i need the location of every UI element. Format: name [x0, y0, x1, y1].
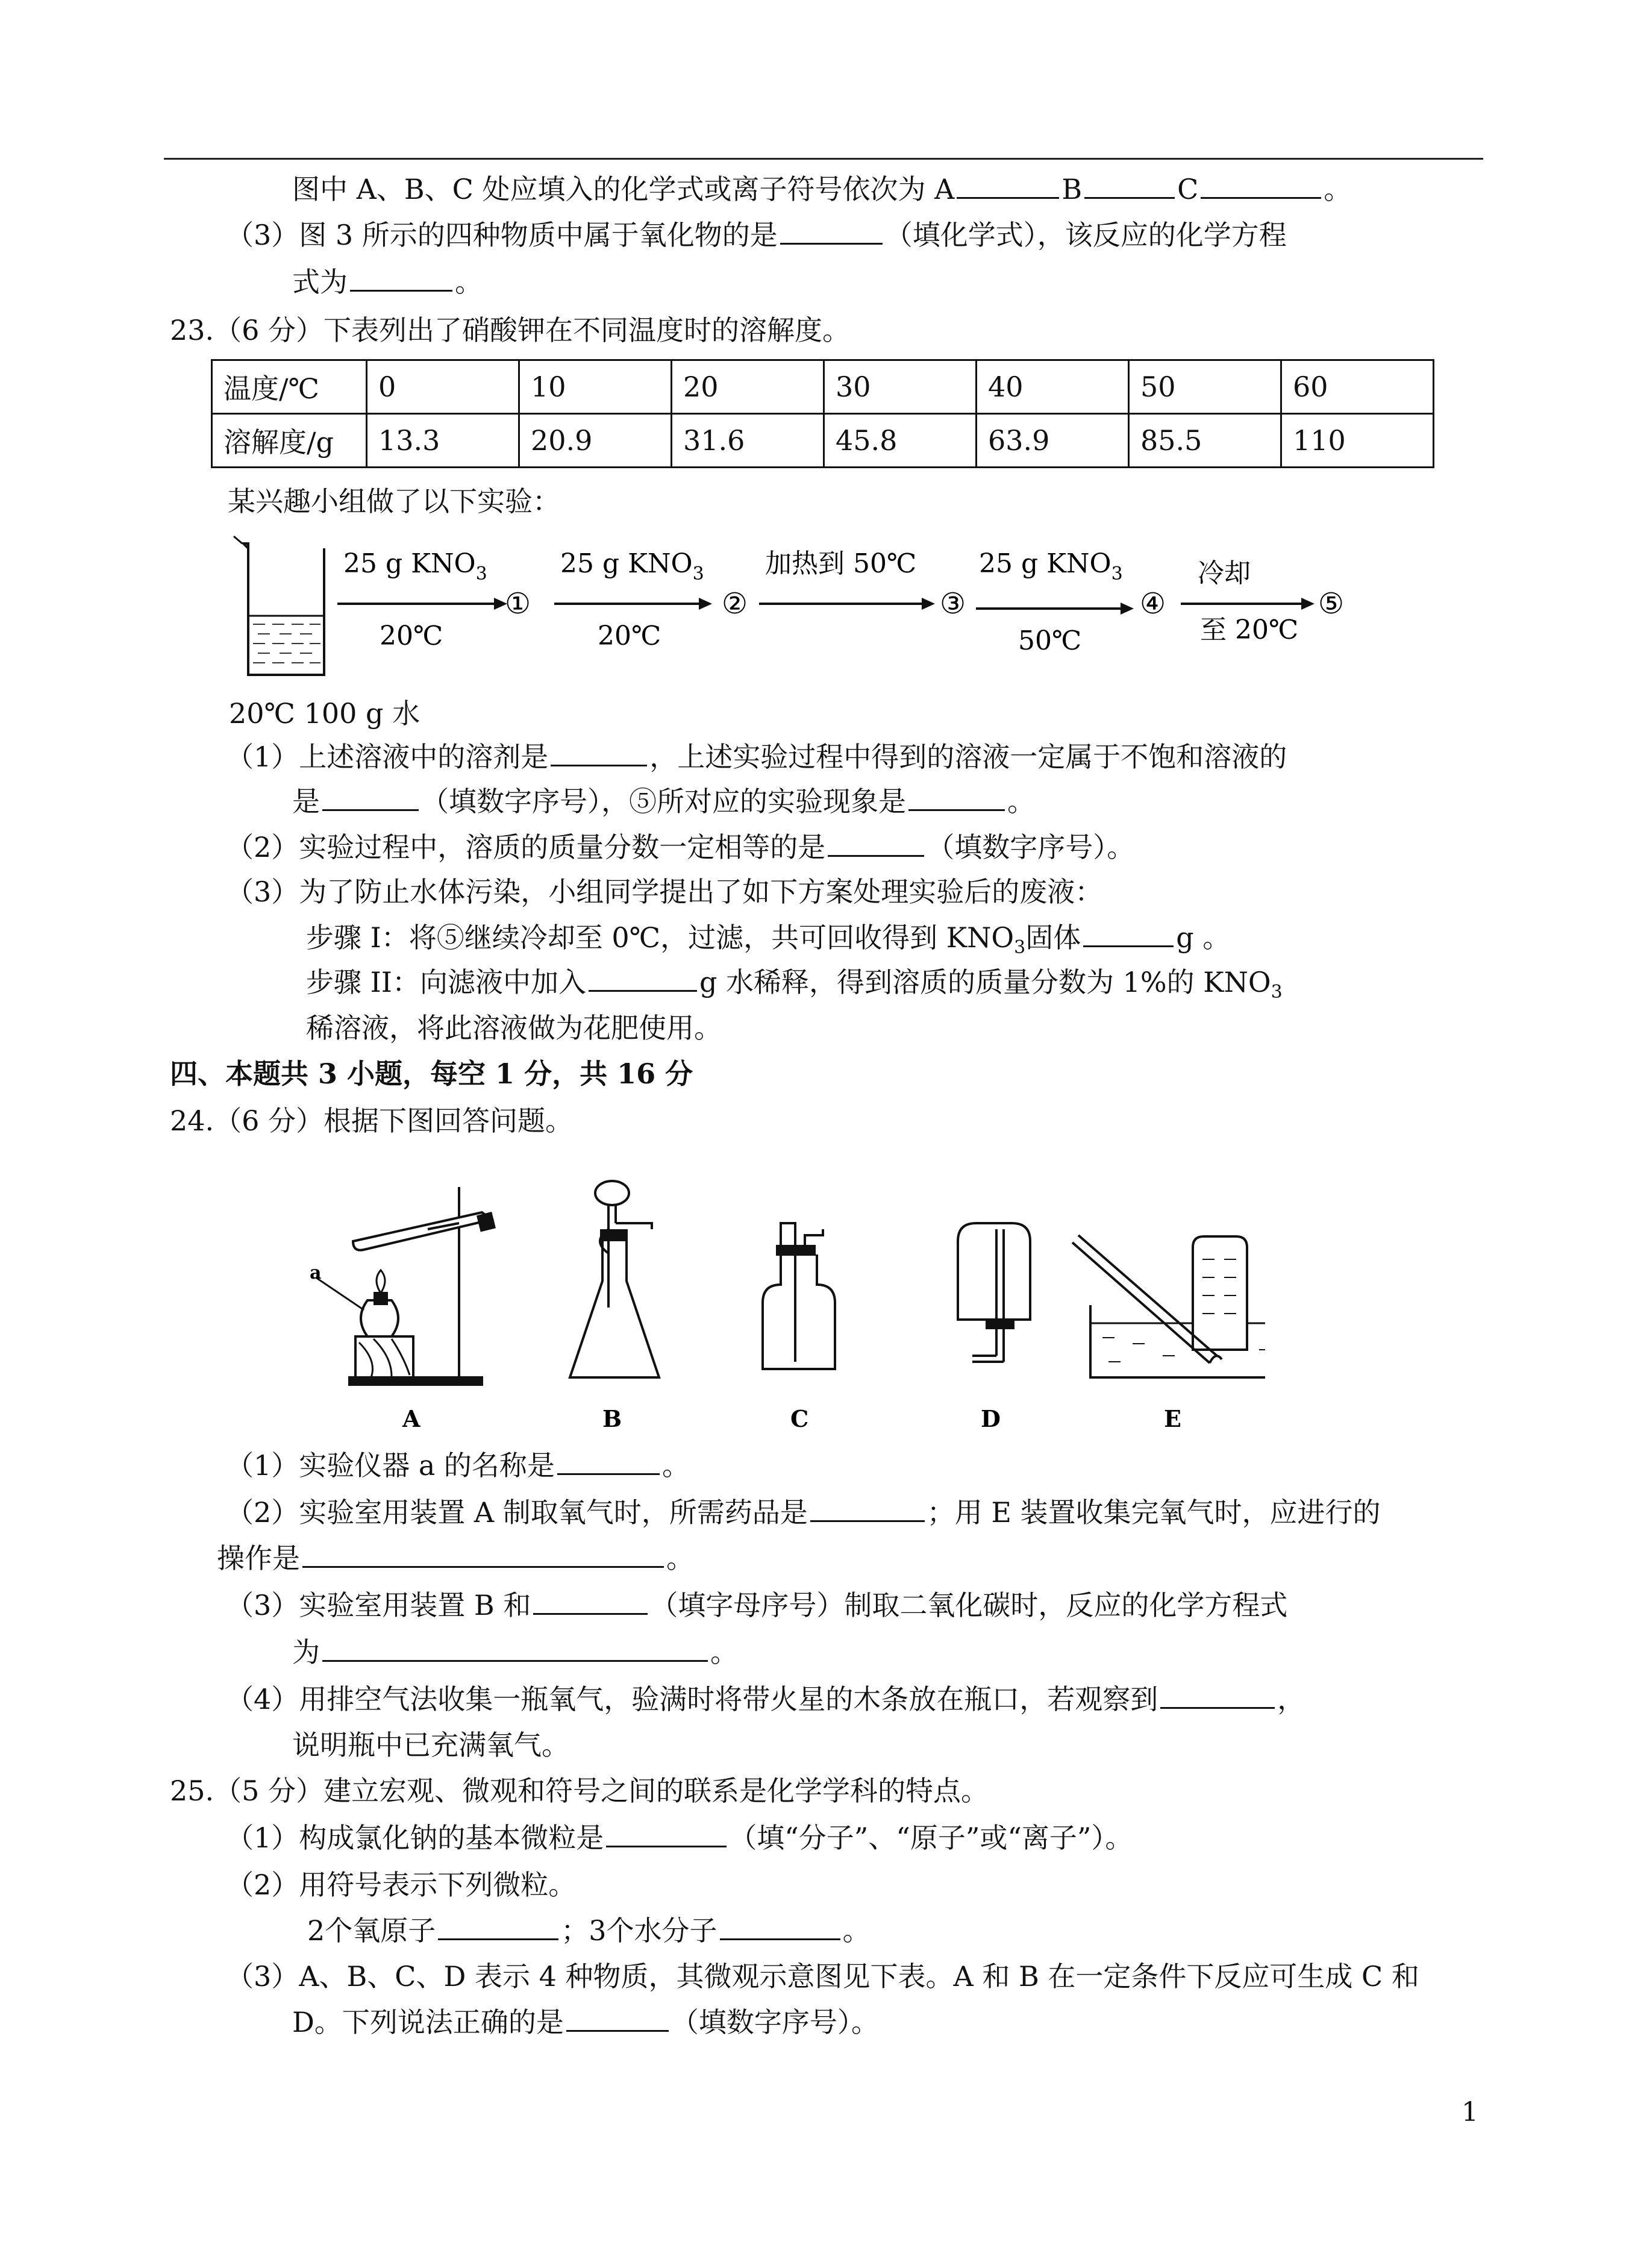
table-cell: 30 — [824, 360, 977, 414]
q25-p2-text-b: ；3个水分子 — [561, 1914, 717, 1947]
table-cell: 20.9 — [519, 414, 672, 468]
q25-part1 — [226, 1820, 1133, 1856]
table-header-solubility: 溶解度/g — [212, 414, 367, 468]
q22-line-abc — [292, 171, 1351, 207]
beaker-icon — [234, 536, 324, 675]
apparatus-a-icon — [316, 1187, 495, 1385]
q24-p2-text-d: 。 — [666, 1542, 694, 1574]
q23-step1-text-b: 固体 — [1025, 921, 1081, 954]
q25-part2: （2）用符号表示下列微粒。 — [226, 1869, 577, 1901]
q23-step1-sub: 3 — [1014, 937, 1026, 959]
blank-phenomenon[interactable] — [908, 785, 1005, 811]
table-cell: 31.6 — [672, 414, 824, 468]
q24-title: 24.（6 分）根据下图回答问题。 — [170, 1104, 574, 1137]
q25-p1-text-b: （填“分子”、“原子”或“离子”）。 — [729, 1822, 1133, 1854]
apparatus-d-label: D — [981, 1405, 1001, 1432]
instrument-a-label: a — [310, 1262, 322, 1283]
blank-collector[interactable] — [533, 1589, 648, 1615]
q25-part3-line1: （3）A、B、C、D 表示 4 种物质，其微观示意图见下表。A 和 B 在一定条件下反应可生成 C 和 — [226, 1960, 1419, 1993]
q23-step1-text-a: 步骤 I：将⑤继续冷却至 0℃，过滤，共可回收得到 KNO — [306, 921, 1014, 954]
q22-line-a-text: 图中 A、B、C 处应填入的化学式或离子符号依次为 A — [292, 173, 955, 205]
table-row — [212, 360, 1434, 414]
page-number: 1 — [1461, 2097, 1478, 2128]
table-cell: 50 — [1129, 360, 1281, 414]
q24-part1 — [226, 1447, 690, 1483]
q23-part3-title: （3）为了防止水体污染，小组同学提出了如下方案处理实验后的废液： — [226, 876, 1103, 908]
blank-a[interactable] — [957, 173, 1059, 199]
q24-p1-text-a: （1）实验仪器 a 的名称是 — [226, 1449, 555, 1482]
blank-operation[interactable] — [302, 1542, 664, 1568]
beaker-label: 20℃ 100 g 水 — [229, 697, 420, 730]
q23-step1 — [306, 919, 1230, 966]
q24-p4-text-a: （4）用排空气法收集一瓶氧气，验满时将带火星的木条放在瓶口，若观察到 — [226, 1683, 1158, 1715]
q22-line-end: 。 — [1324, 173, 1352, 205]
apparatus-e-label: E — [1164, 1405, 1181, 1432]
q23-step1-text-c: g 。 — [1176, 921, 1231, 954]
table-cell: 20 — [672, 360, 824, 414]
q23-p1-text-e: 。 — [1007, 785, 1035, 818]
q24-part2-line1 — [226, 1494, 1381, 1530]
q23-title: 23.（6 分）下表列出了硝酸钾在不同温度时的溶解度。 — [170, 314, 851, 346]
q23-p1-text-b: ，上述实验过程中得到的溶液一定属于不饱和溶液的 — [649, 741, 1287, 773]
table-cell: 110 — [1281, 414, 1434, 468]
blank-c[interactable] — [1201, 173, 1321, 199]
table-cell: 0 — [367, 360, 519, 414]
header-rule — [164, 158, 1483, 160]
q23-p1-text-c: 是 — [292, 785, 320, 818]
arrow-2 — [554, 548, 712, 651]
solution-5-label: ⑤ — [1318, 587, 1345, 621]
blank-recovered-mass[interactable] — [1083, 921, 1174, 947]
q23-intro: 某兴趣小组做了以下实验： — [228, 485, 560, 518]
arrow-4-bottom: 50℃ — [1018, 625, 1082, 656]
arrow-5-top: 冷却 — [1198, 558, 1251, 589]
solubility-table — [211, 359, 1434, 468]
experiment-flow-diagram — [229, 530, 1374, 687]
q22-p3-text-b: （填化学式），该反应的化学方程 — [884, 219, 1287, 251]
q22-part3-line2 — [292, 264, 483, 300]
section-heading: 四、本题共 3 小题，每空 1 分，共 16 分 — [170, 1057, 693, 1090]
arrow-4-top: 25 g $KNO_3$ — [979, 548, 1123, 584]
q25-part3-line2 — [292, 2004, 879, 2040]
q24-p4-text-b: ， — [1277, 1683, 1305, 1715]
table-header-temp: 温度/℃ — [212, 360, 367, 414]
blank-observation[interactable] — [1160, 1683, 1275, 1709]
q24-part3-line2 — [292, 1634, 738, 1670]
q23-step2-line2: 稀溶液，将此溶液做为花肥使用。 — [306, 1012, 722, 1044]
apparatus-d-icon — [958, 1223, 1030, 1362]
blank-water-mass[interactable] — [589, 966, 697, 992]
q24-part4-line1 — [226, 1681, 1305, 1717]
solution-3-label: ③ — [940, 587, 966, 621]
blank-oxide[interactable] — [780, 219, 883, 245]
q23-step2-sub: 3 — [1271, 982, 1283, 1003]
q23-p1-text-d: （填数字序号），⑤所对应的实验现象是 — [421, 785, 906, 818]
solution-2-label: ② — [722, 587, 748, 621]
table-cell: 63.9 — [977, 414, 1129, 468]
q23-part2 — [226, 829, 1134, 865]
q23-step2-text-b: g 水稀释，得到溶质的质量分数为 1%的 KNO — [699, 966, 1271, 998]
q24-p3-text-a: （3）实验室用装置 B 和 — [226, 1589, 531, 1621]
table-cell: 10 — [519, 360, 672, 414]
blank-reagent[interactable] — [810, 1496, 925, 1522]
blank-equal-fraction[interactable] — [828, 831, 924, 857]
solution-1-label: ① — [505, 587, 531, 621]
q23-part1-line2 — [292, 783, 1035, 819]
q24-p2-text-c: 操作是 — [217, 1542, 300, 1574]
q24-part2-line2 — [217, 1540, 694, 1576]
q23-step2 — [306, 964, 1283, 1010]
q22-p3-text-c: 式为 — [292, 266, 348, 298]
blank-oxygen-atoms[interactable] — [438, 1914, 558, 1940]
arrow-5 — [1181, 558, 1315, 645]
solution-4-label: ④ — [1140, 587, 1166, 621]
q22-label-c: C — [1177, 173, 1199, 205]
q24-p3-text-d: 。 — [710, 1636, 738, 1668]
q25-title: 25.（5 分）建立宏观、微观和符号之间的联系是化学学科的特点。 — [170, 1775, 989, 1807]
q22-label-b: B — [1061, 173, 1083, 205]
q23-part1-line1 — [226, 739, 1287, 775]
arrow-2-bottom: 20℃ — [598, 621, 661, 651]
blank-correct-options[interactable] — [566, 2006, 669, 2032]
arrow-2-top: 25 g $KNO_3$ — [560, 548, 704, 584]
q24-p2-text-a: （2）实验室用装置 A 制取氧气时，所需药品是 — [226, 1496, 808, 1529]
q25-part2-line — [307, 1912, 871, 1949]
q24-p2-text-b: ；用 E 装置收集完氧气时，应进行的 — [927, 1496, 1381, 1529]
q25-p1-text-a: （1）构成氯化钠的基本微粒是 — [226, 1822, 604, 1854]
q24-part4-line2: 说明瓶中已充满氧气。 — [292, 1729, 569, 1761]
q24-p3-text-b: （填字母序号）制取二氧化碳时，反应的化学方程式 — [650, 1589, 1288, 1621]
q25-p2-text-c: 。 — [842, 1914, 871, 1947]
q23-step2-text-a: 步骤 II：向滤液中加入 — [306, 966, 586, 998]
arrow-3-top: 加热到 50℃ — [765, 548, 917, 579]
q22-p3-text-a: （3）图 3 所示的四种物质中属于氧化物的是 — [226, 219, 778, 251]
q24-p3-text-c: 为 — [292, 1636, 320, 1668]
q23-p1-text-a: （1）上述溶液中的溶剂是 — [226, 741, 549, 773]
q24-p1-text-b: 。 — [661, 1449, 690, 1482]
table-cell: 13.3 — [367, 414, 519, 468]
table-cell: 85.5 — [1129, 414, 1281, 468]
q23-p2-text-b: （填数字序号）。 — [927, 831, 1135, 863]
blank-solvent[interactable] — [551, 741, 647, 766]
table-cell: 45.8 — [824, 414, 977, 468]
blank-b[interactable] — [1084, 173, 1175, 199]
blank-instrument-name[interactable] — [557, 1449, 660, 1475]
apparatus-e-icon — [1072, 1235, 1265, 1377]
arrow-5-bottom: 至 20℃ — [1200, 615, 1299, 645]
q25-p3-text-c: （填数字序号）。 — [671, 2006, 879, 2038]
apparatus-b-icon — [570, 1181, 659, 1377]
table-row — [212, 414, 1434, 468]
q23-p2-text-a: （2）实验过程中，溶质的质量分数一定相等的是 — [226, 831, 826, 863]
arrow-1 — [337, 548, 507, 651]
blank-particle[interactable] — [606, 1822, 727, 1847]
blank-co2-equation[interactable] — [322, 1636, 708, 1662]
blank-unsaturated[interactable] — [322, 785, 419, 811]
apparatus-diagram — [301, 1175, 1265, 1440]
q24-part3-line1 — [226, 1587, 1287, 1623]
apparatus-c-label: C — [790, 1405, 809, 1432]
apparatus-b-label: B — [602, 1405, 622, 1432]
arrow-4 — [976, 548, 1134, 656]
q22-part3-line1 — [226, 217, 1287, 253]
q25-p3-text-b: D。下列说法正确的是 — [292, 2006, 564, 2038]
arrow-1-top: 25 g $KNO_3$ — [343, 548, 487, 584]
arrow-1-bottom: 20℃ — [380, 621, 443, 651]
table-cell: 60 — [1281, 360, 1434, 414]
blank-water-molecules[interactable] — [720, 1914, 840, 1940]
q25-p2-text-a: 2个氧原子 — [307, 1914, 436, 1947]
apparatus-c-icon — [763, 1223, 835, 1369]
blank-equation[interactable] — [350, 266, 452, 292]
apparatus-a-label: A — [402, 1405, 420, 1432]
arrow-3 — [759, 548, 935, 610]
q22-p3-text-d: 。 — [455, 266, 483, 298]
table-cell: 40 — [977, 360, 1129, 414]
